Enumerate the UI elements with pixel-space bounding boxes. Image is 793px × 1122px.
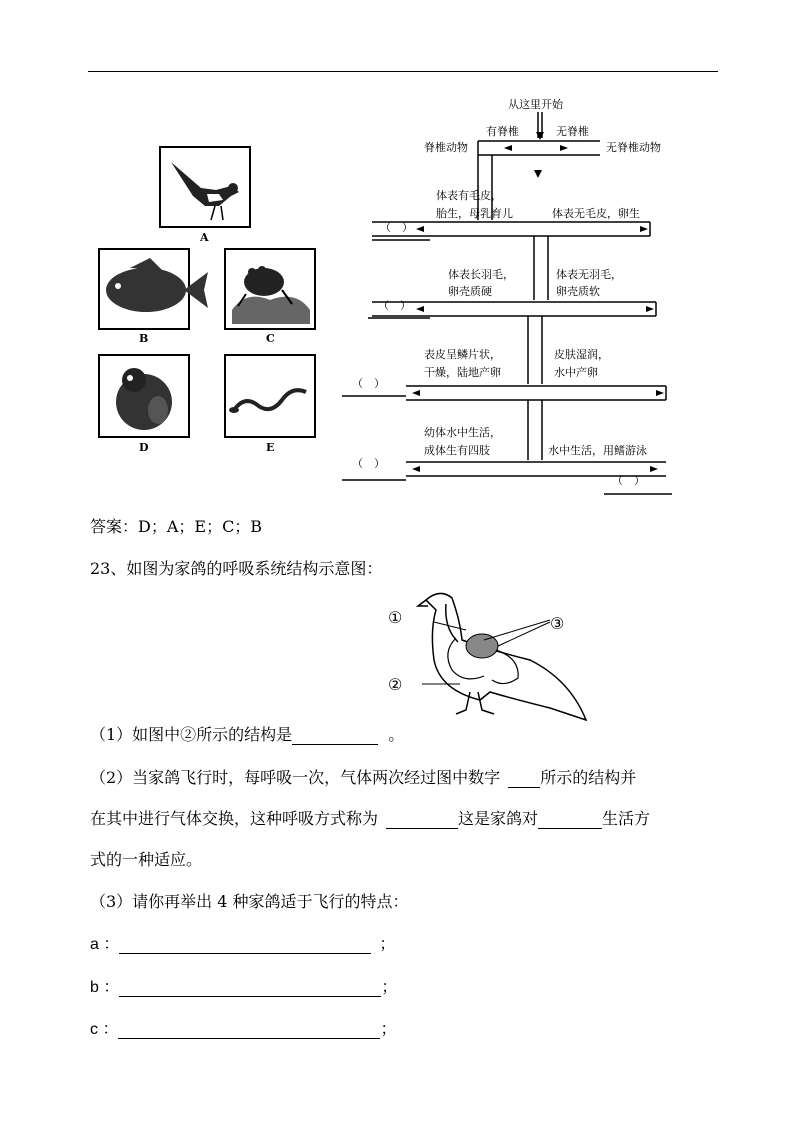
- flow-scale-line2: 干燥，陆地产卵: [424, 366, 501, 379]
- q23-part1: [90, 722, 404, 745]
- q23-part2-b: 所示的结构并: [540, 768, 637, 787]
- flow-answer-blank-4: （ ）: [352, 457, 385, 470]
- animal-label-a: A: [200, 231, 209, 244]
- pigeon-respiratory-diagram: [400, 580, 600, 720]
- flow-invertebrate-animal: 无脊椎动物: [606, 141, 661, 154]
- q23-answer-c-blank[interactable]: [118, 1020, 380, 1039]
- q23-answer-b-blank[interactable]: [119, 978, 381, 997]
- flow-nofeather-line2: 卵壳质软: [556, 285, 600, 298]
- q23-part2-line3: 式的一种适应。: [90, 850, 203, 869]
- q23-part2-c: 在其中进行气体交换，这种呼吸方式称为: [90, 809, 379, 828]
- q23-part1-prefix: （1）如图中②所示的结构是: [90, 725, 293, 744]
- q23-part1-blank[interactable]: [292, 726, 378, 745]
- q23-answer-c-end: ；: [380, 1021, 397, 1038]
- q23-part2-blank-lifestyle[interactable]: [538, 810, 602, 829]
- flow-invertebrate-label: 无脊椎: [556, 125, 589, 138]
- flow-answer-blank-3: （ ）: [352, 377, 385, 390]
- flow-nofeather-line1: 体表无羽毛，: [556, 268, 622, 281]
- animal-label-d: D: [139, 441, 149, 454]
- flow-start-label: 从这里开始: [508, 98, 563, 111]
- diagram-marker-2: ②: [388, 675, 403, 694]
- flow-moist-line2: 水中产卵: [554, 366, 598, 379]
- answer-text: 答案：D；A；E；C；B: [90, 517, 263, 536]
- animal-label-b: B: [139, 332, 149, 345]
- diagram-marker-3: ③: [550, 614, 565, 633]
- flow-larva-line2: 成体生有四肢: [424, 444, 490, 457]
- q23-part2-blank-mode[interactable]: [386, 810, 458, 829]
- q23-part2-line1: [90, 765, 636, 788]
- q23-answer-a-end: ；: [379, 936, 396, 953]
- q23-answer-a-blank[interactable]: [119, 935, 371, 954]
- flow-fur-line2: 胎生，母乳育儿: [436, 207, 513, 220]
- q23-answer-b-label: b ：: [90, 979, 120, 996]
- q23-answer-a-label: a ：: [90, 936, 120, 953]
- diagram-marker-1: ①: [388, 608, 403, 627]
- flow-feather-line2: 卵壳质硬: [448, 285, 492, 298]
- q23-part2-e: 生活方: [602, 809, 651, 828]
- flow-vertebrate-animal: 脊椎动物: [424, 141, 468, 154]
- q23-part2-d: 这是家鸽对: [458, 809, 539, 828]
- q23-answer-b-end: ；: [381, 979, 398, 996]
- q23-answer-c: [90, 1016, 396, 1039]
- flow-vertebrate-label: 有脊椎: [486, 125, 519, 138]
- flow-answer-blank-5: （ ）: [612, 474, 645, 487]
- flow-feather-line1: 体表长羽毛，: [448, 268, 514, 281]
- q23-answer-a: [90, 931, 395, 954]
- flow-answer-blank-1: （ ）: [380, 221, 413, 234]
- q23-answer-c-label: c ：: [90, 1021, 119, 1038]
- q23-part2-blank-number[interactable]: [508, 769, 540, 788]
- flow-moist-line1: 皮肤湿润，: [554, 348, 609, 361]
- classification-flowchart: [0, 0, 793, 520]
- flow-fish: 水中生活，用鳍游泳: [548, 444, 647, 457]
- flow-fur-line1: 体表有毛皮，: [436, 189, 502, 202]
- flow-scale-line1: 表皮呈鳞片状，: [424, 348, 501, 361]
- q23-part2-line2: [90, 806, 650, 829]
- q23-part1-suffix: 。: [388, 725, 405, 744]
- flow-answer-blank-2: （ ）: [378, 299, 411, 312]
- animal-label-e: E: [266, 441, 275, 454]
- flow-larva-line1: 幼体水中生活，: [424, 426, 501, 439]
- animal-label-c: C: [266, 332, 275, 345]
- q23-answer-b: [90, 974, 397, 997]
- q23-part3: （3）请你再举出 4 种家鸽适于飞行的特点：: [90, 892, 409, 911]
- flow-nofur: 体表无毛皮，卵生: [552, 207, 640, 220]
- q23-title: 23、如图为家鸽的呼吸系统结构示意图：: [90, 559, 383, 578]
- q23-part2-a: （2）当家鸽飞行时，每呼吸一次，气体两次经过图中数字: [90, 768, 501, 787]
